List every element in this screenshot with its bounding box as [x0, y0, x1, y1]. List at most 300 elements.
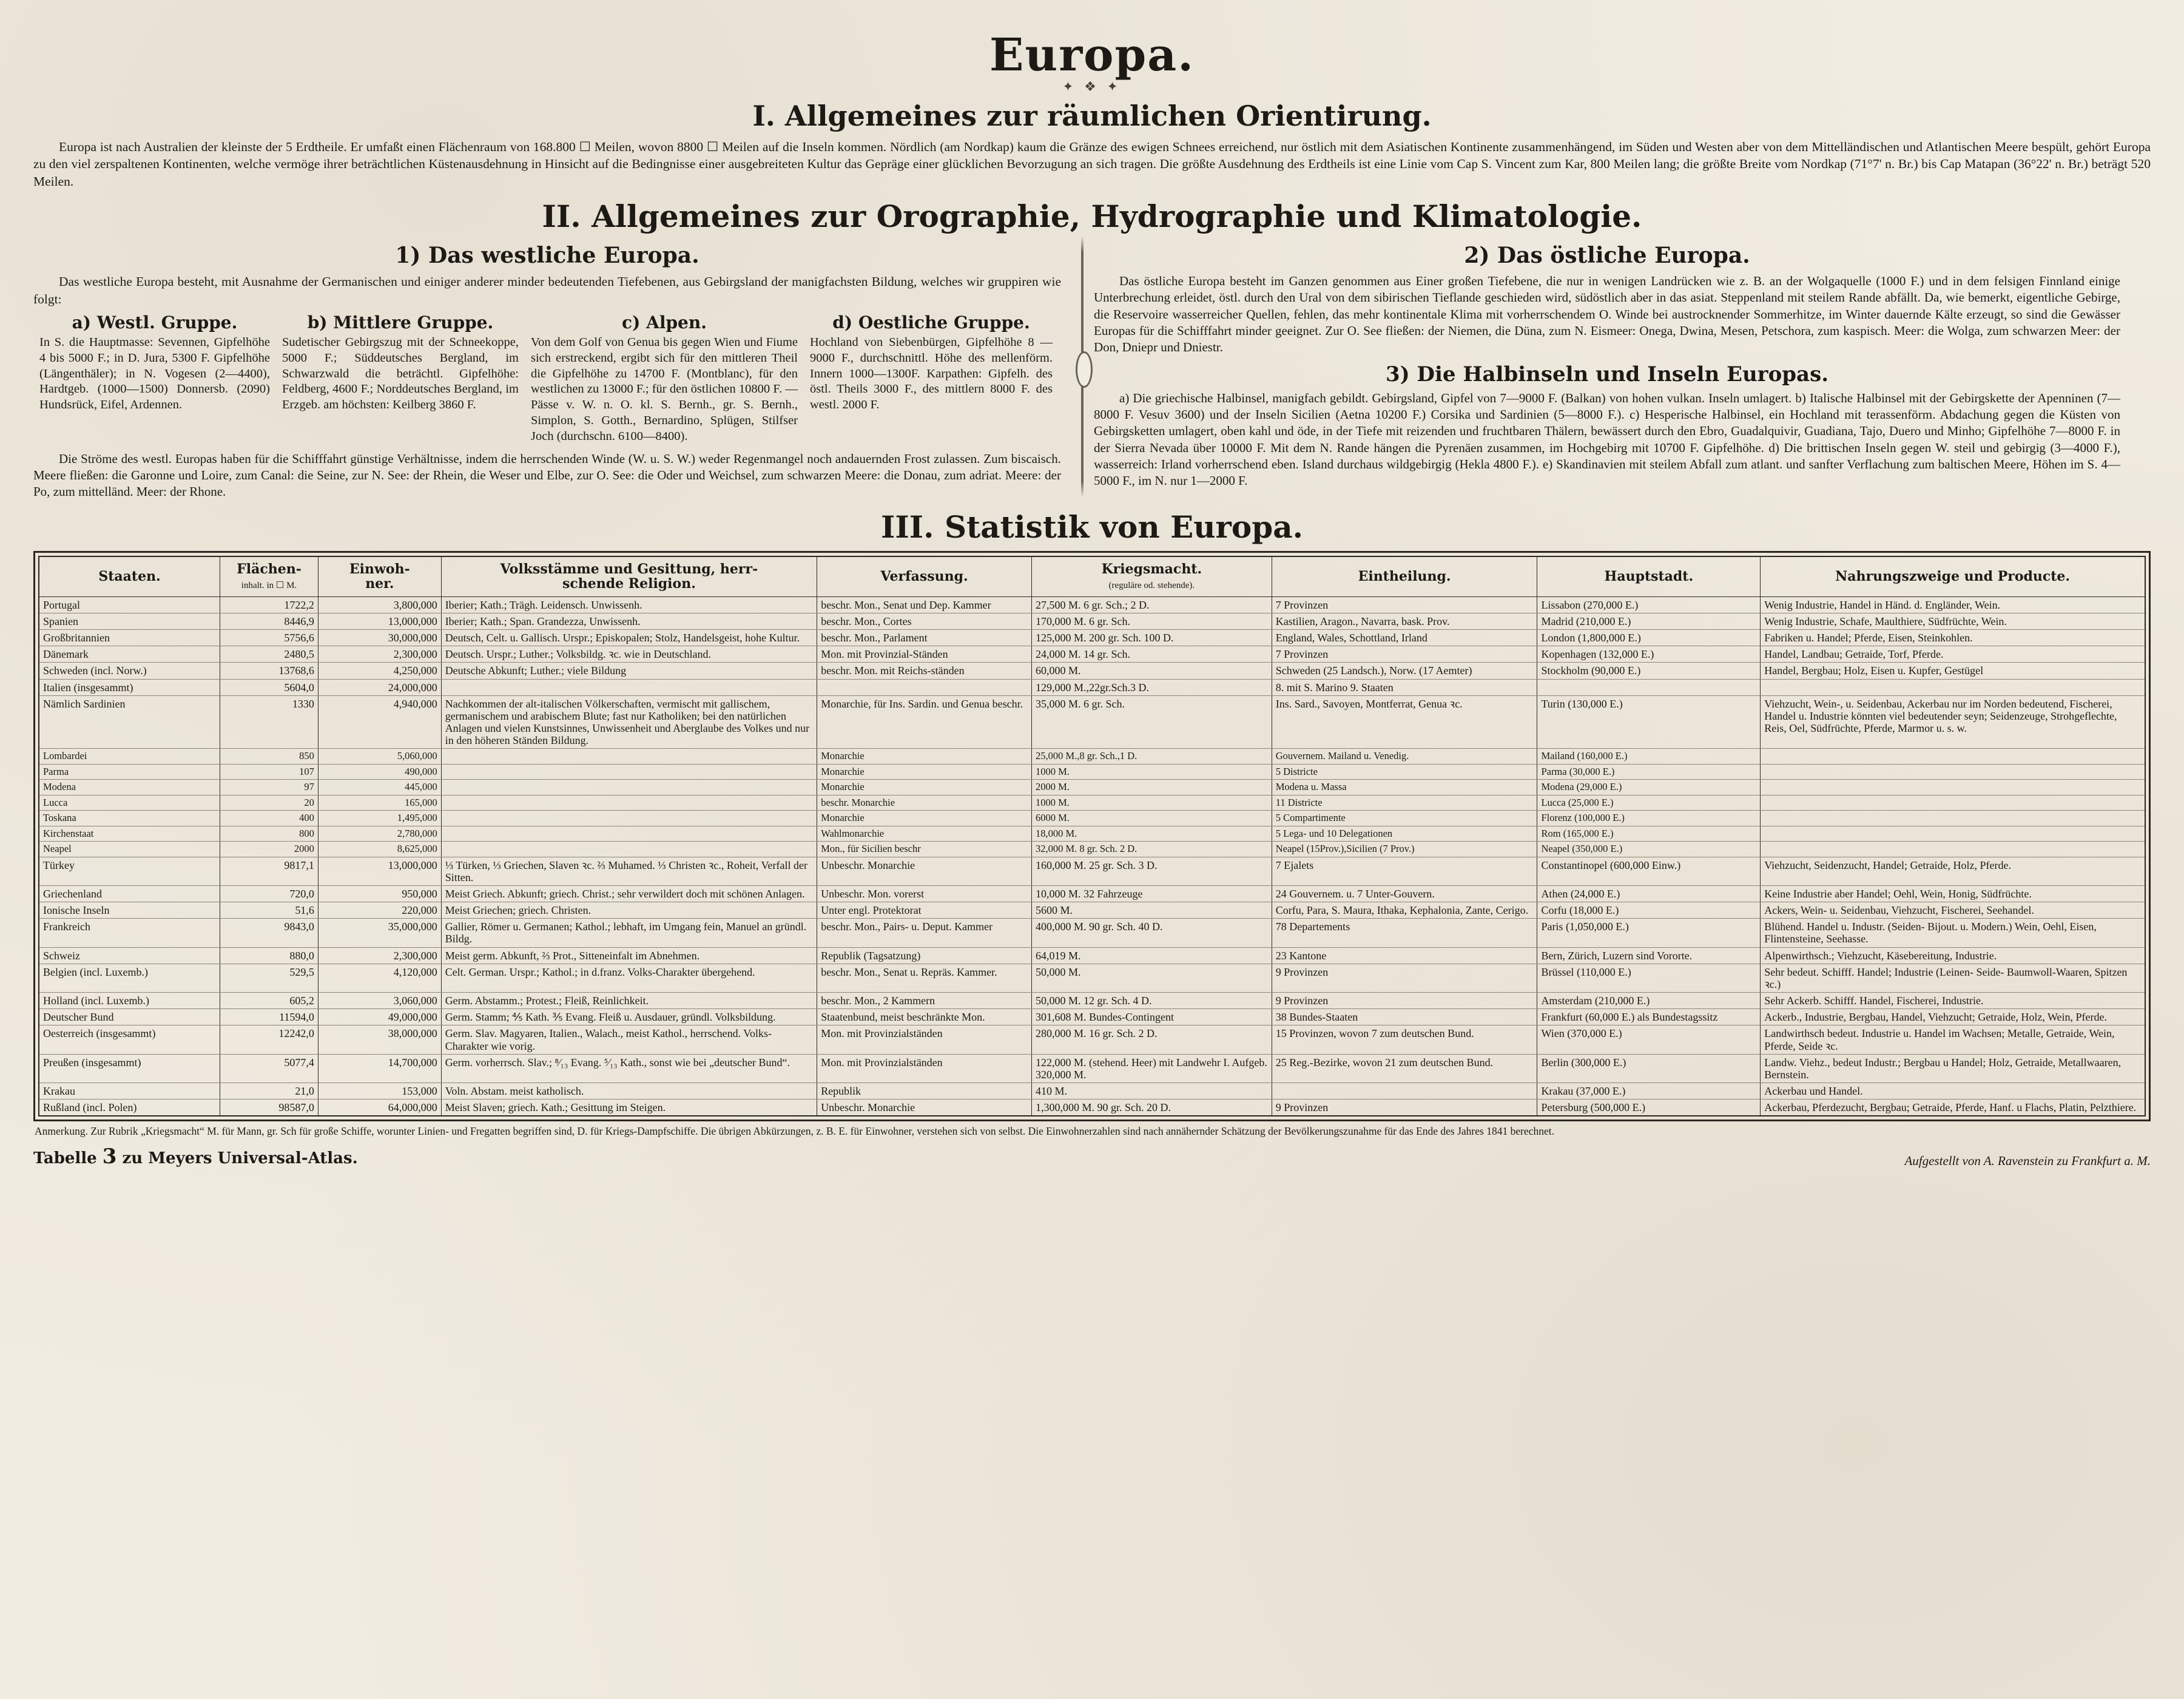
cell-division: 8. mit S. Marino 9. Staaten	[1272, 679, 1537, 695]
cell-peoples-religion: Germ. vorherrsch. Slav.; ⁸⁄₁₃ Evang. ⁵⁄₁₃ Kath., sonst wie bei „deutscher Bund“.	[441, 1054, 817, 1083]
cell-population: 4,120,000	[318, 964, 441, 992]
cell-capital: Neapel (350,000 E.)	[1537, 842, 1761, 857]
footer-atlas-text: zu Meyers Universal-Atlas.	[122, 1149, 358, 1167]
cell-area: 107	[220, 764, 318, 779]
cell-constitution: Unter engl. Protektorat	[817, 902, 1032, 919]
cell-products: Landw. Viehz., bedeut Industr.; Bergbau u Handel; Holz, Getraide, Metallwaaren, Bernstein.	[1761, 1054, 2145, 1083]
cell-population: 1,495,000	[318, 811, 441, 826]
col-flaecheninhalt: Flächen- inhalt. in ☐ M.	[220, 556, 318, 597]
cell-peoples-religion: Iberier; Kath.; Span. Grandezza, Unwissenh.	[441, 613, 817, 629]
cell-constitution: Unbeschr. Monarchie	[817, 1099, 1032, 1116]
cell-state: Großbritannien	[39, 630, 220, 646]
col-hauptstadt: Hauptstadt.	[1537, 556, 1761, 597]
page-footer	[33, 1144, 2151, 1169]
cell-area: 2480,5	[220, 646, 318, 663]
cell-division: 9 Provinzen	[1272, 993, 1537, 1009]
table-row[interactable]	[39, 811, 2145, 826]
cell-constitution: Republik (Tagsatzung)	[817, 947, 1032, 964]
cell-military: 10,000 M. 32 Fahrzeuge	[1031, 885, 1272, 902]
cell-peoples-religion	[441, 780, 817, 795]
group-d-label: d) Oestliche Gruppe.	[832, 312, 1030, 333]
cell-capital: London (1,800,000 E.)	[1537, 630, 1761, 646]
column-divider	[1081, 237, 1084, 496]
cell-military: 125,000 M. 200 gr. Sch. 100 D.	[1031, 630, 1272, 646]
group-c-label: c) Alpen.	[622, 312, 707, 333]
cell-area: 1330	[220, 695, 318, 749]
statistics-table-wrapper	[33, 551, 2151, 1122]
cell-constitution: Unbeschr. Mon. vorerst	[817, 885, 1032, 902]
cell-area: 20	[220, 795, 318, 810]
cell-state: Schweiz	[39, 947, 220, 964]
cell-state: Belgien (incl. Luxemb.)	[39, 964, 220, 992]
cell-area: 5077,4	[220, 1054, 318, 1083]
cell-state: Dänemark	[39, 646, 220, 663]
cell-military: 129,000 M.,22gr.Sch.3 D.	[1031, 679, 1272, 695]
cell-capital: Lucca (25,000 E.)	[1537, 795, 1761, 810]
cell-peoples-religion: Deutsche Abkunft; Luther.; viele Bildung	[441, 663, 817, 679]
cell-military: 50,000 M. 12 gr. Sch. 4 D.	[1031, 993, 1272, 1009]
cell-state: Portugal	[39, 596, 220, 613]
cell-population: 165,000	[318, 795, 441, 810]
cell-products: Sehr Ackerb. Schifff. Handel, Fischerei, Industrie.	[1761, 993, 2145, 1009]
cell-population: 2,780,000	[318, 826, 441, 841]
table-row[interactable]	[39, 857, 2145, 885]
cell-constitution: Mon., für Sicilien beschr	[817, 842, 1032, 857]
table-row[interactable]	[39, 902, 2145, 919]
cell-state: Modena	[39, 780, 220, 795]
col-staaten: Staaten.	[39, 556, 220, 597]
cell-population: 4,250,000	[318, 663, 441, 679]
cell-population: 35,000,000	[318, 919, 441, 947]
cell-population: 4,940,000	[318, 695, 441, 749]
cell-products: Ackerbau, Pferdezucht, Bergbau; Getraide, Pferde, Hanf. u Flachs, Platin, Pelzthiere.	[1761, 1099, 2145, 1116]
cell-population: 64,000,000	[318, 1099, 441, 1116]
cell-constitution: Monarchie	[817, 811, 1032, 826]
cell-population: 30,000,000	[318, 630, 441, 646]
group-a-text: In S. die Hauptmasse: Sevennen, Gipfelhöhe 4 bis 5000 F.; in D. Jura, 5300 F. Gipfelhöhe (Längenthäler); in N. Vogesen (2—4400), Hardtgeb. (1000—1500) Donnersb. (2090) Hundsrück, Eifel, Ardennen.	[39, 335, 270, 412]
cell-division: 5 Lega- und 10 Delegationen	[1272, 826, 1537, 841]
table-row[interactable]	[39, 1099, 2145, 1116]
cell-military: 170,000 M. 6 gr. Sch.	[1031, 613, 1272, 629]
cell-state: Kirchenstaat	[39, 826, 220, 841]
cell-products: Viehzucht, Seidenzucht, Handel; Getraide, Holz, Pferde.	[1761, 857, 2145, 885]
section-1-heading: I. Allgemeines zur räumlichen Orientirung.	[752, 100, 1432, 132]
cell-peoples-religion: Germ. Stamm; ⅘ Kath. ⅗ Evang. Fleiß u. Ausdauer, gründl. Volksbildung.	[441, 1009, 817, 1025]
cell-population: 8,625,000	[318, 842, 441, 857]
cell-state: Rußland (incl. Polen)	[39, 1099, 220, 1116]
cell-division: Schweden (25 Landsch.), Norw. (17 Aemter)	[1272, 663, 1537, 679]
col-verfassung: Verfassung.	[817, 556, 1032, 597]
table-row[interactable]	[39, 780, 2145, 795]
cell-products	[1761, 764, 2145, 779]
cell-state: Griechenland	[39, 885, 220, 902]
cell-population: 950,000	[318, 885, 441, 902]
table-row[interactable]	[39, 885, 2145, 902]
cell-capital: Berlin (300,000 E.)	[1537, 1054, 1761, 1083]
cell-peoples-religion	[441, 795, 817, 810]
cell-capital: Turin (130,000 E.)	[1537, 695, 1761, 749]
cell-constitution: Mon. mit Provinzialständen	[817, 1025, 1032, 1054]
cell-products	[1761, 679, 2145, 695]
table-row[interactable]	[39, 964, 2145, 992]
west-groups	[33, 312, 1061, 445]
cell-military: 301,608 M. Bundes-Contingent	[1031, 1009, 1272, 1025]
cell-state: Spanien	[39, 613, 220, 629]
cell-population: 153,000	[318, 1083, 441, 1099]
cell-division: 23 Kantone	[1272, 947, 1537, 964]
group-c	[525, 312, 804, 445]
cell-population: 3,060,000	[318, 993, 441, 1009]
cell-capital: Rom (165,000 E.)	[1537, 826, 1761, 841]
table-row[interactable]	[39, 1009, 2145, 1025]
col-einwohner: Einwoh- ner.	[318, 556, 441, 597]
cell-products	[1761, 811, 2145, 826]
cell-military: 1,300,000 M. 90 gr. Sch. 20 D.	[1031, 1099, 1272, 1116]
table-row[interactable]	[39, 842, 2145, 857]
cell-products: Handel, Bergbau; Holz, Eisen u. Kupfer, Gestügel	[1761, 663, 2145, 679]
group-a	[33, 312, 276, 445]
cell-military: 6000 M.	[1031, 811, 1272, 826]
cell-peoples-religion: Meist Griech. Abkunft; griech. Christ.; sehr verwildert doch mit schönen Anlagen.	[441, 885, 817, 902]
cell-area: 12242,0	[220, 1025, 318, 1054]
cell-military: 410 M.	[1031, 1083, 1272, 1099]
cell-state: Deutscher Bund	[39, 1009, 220, 1025]
cell-state: Neapel	[39, 842, 220, 857]
cell-area: 880,0	[220, 947, 318, 964]
cell-peoples-religion: Germ. Abstamm.; Protest.; Fleiß, Reinlichkeit.	[441, 993, 817, 1009]
cell-products: Keine Industrie aber Handel; Oehl, Wein, Honig, Südfrüchte.	[1761, 885, 2145, 902]
cell-constitution: Unbeschr. Monarchie	[817, 857, 1032, 885]
group-a-label: a) Westl. Gruppe.	[72, 312, 238, 333]
table-row[interactable]	[39, 613, 2145, 629]
cell-products: Ackerbau und Handel.	[1761, 1083, 2145, 1099]
cell-area: 13768,6	[220, 663, 318, 679]
cell-constitution: beschr. Mon., Senat u. Repräs. Kammer.	[817, 964, 1032, 992]
cell-products: Blühend. Handel u. Industr. (Seiden- Bijout. u. Modern.) Wein, Oehl, Eisen, Flintensteine, Seehasse.	[1761, 919, 2145, 947]
cell-peoples-religion: Celt. German. Urspr.; Kathol.; in d.franz. Volks-Charakter übergehend.	[441, 964, 817, 992]
cell-products: Fabriken u. Handel; Pferde, Eisen, Steinkohlen.	[1761, 630, 2145, 646]
footer-table-word: Tabelle	[33, 1149, 97, 1167]
cell-area: 98587,0	[220, 1099, 318, 1116]
cell-area: 97	[220, 780, 318, 795]
cell-constitution: beschr. Mon., 2 Kammern	[817, 993, 1032, 1009]
cell-area: 51,6	[220, 902, 318, 919]
table-row[interactable]	[39, 596, 2145, 613]
cell-products: Viehzucht, Wein-, u. Seidenbau, Ackerbau nur im Norden bedeutend, Fischerei, Handel u. Industrie könnten viel bedeutender seyn; Seidenzeuge, Strohgeflechte, Reis, Oel, Südfrüchte, Pferde, Marmor u. s. w.	[1761, 695, 2145, 749]
cell-constitution: Monarchie	[817, 764, 1032, 779]
cell-division: 7 Provinzen	[1272, 596, 1537, 613]
cell-capital: Mailand (160,000 E.)	[1537, 749, 1761, 764]
cell-capital: Paris (1,050,000 E.)	[1537, 919, 1761, 947]
cell-military: 2000 M.	[1031, 780, 1272, 795]
cell-military: 18,000 M.	[1031, 826, 1272, 841]
cell-division: 5 Compartimente	[1272, 811, 1537, 826]
cell-constitution: Wahlmonarchie	[817, 826, 1032, 841]
section-1-paragraph: Europa ist nach Australien der kleinste der 5 Erdtheile. Er umfaßt einen Flächenraum von 168.800 ☐ Meilen, wovon 8800 ☐ Meilen auf die Inseln kommen. Nördlich (am Nordkap) kaum die Gränze des ewigen Schnees erreichend, nur östlich mit dem Asiatischen Kontinente zusammenhängend, im Süden und Westen aber von dem Mittelländischen und Atlantischen Meere bespült, gehört Europa zu den viel zerspaltenen Kontinenten, welche vermöge ihrer beträchtlichen Küstenausdehnung in Hinsicht auf die Bedingnisse einer ausgebreiteten Kultur das Gepräge einer glücklichen Bevorzugung an sich tragen. Die größte Ausdehnung des Erdtheils ist eine Linie vom Cap S. Vincent zum Kar, 800 Meilen lang; die größte Breite vom Nordkap (71°7' n. Br.) bis Cap Matapan (36°22' n. Br.) beträgt 520 Meilen.	[33, 140, 2151, 189]
cell-capital: Frankfurt (60,000 E.) als Bundestagssitz	[1537, 1009, 1761, 1025]
cell-products: Landwirthsch bedeut. Industrie u. Handel im Wachsen; Metalle, Getraide, Wein, Pferde, Seide ꝛc.	[1761, 1025, 2145, 1054]
table-row[interactable]	[39, 947, 2145, 964]
cell-population: 38,000,000	[318, 1025, 441, 1054]
table-row[interactable]	[39, 826, 2145, 841]
two-column-body	[33, 240, 2151, 500]
table-row[interactable]	[39, 695, 2145, 749]
cell-area: 720,0	[220, 885, 318, 902]
page-title: Europa.	[989, 29, 1195, 81]
cell-constitution: Staatenbund, meist beschränkte Mon.	[817, 1009, 1032, 1025]
cell-state: Krakau	[39, 1083, 220, 1099]
cell-peoples-religion: Deutsch, Celt. u. Gallisch. Urspr.; Episkopalen; Stolz, Handelsgeist, hohe Kultur.	[441, 630, 817, 646]
cell-peoples-religion	[441, 826, 817, 841]
cell-state: Nämlich Sardinien	[39, 695, 220, 749]
cell-products	[1761, 780, 2145, 795]
cell-products	[1761, 749, 2145, 764]
cell-area: 1722,2	[220, 596, 318, 613]
cell-products	[1761, 826, 2145, 841]
cell-military: 24,000 M. 14 gr. Sch.	[1031, 646, 1272, 663]
cell-capital: Athen (24,000 E.)	[1537, 885, 1761, 902]
cell-area: 8446,9	[220, 613, 318, 629]
footer-right: Aufgestellt von A. Ravenstein zu Frankfurt a. M.	[1904, 1153, 2151, 1168]
cell-population: 5,060,000	[318, 749, 441, 764]
cell-area: 5756,6	[220, 630, 318, 646]
cell-military: 5600 M.	[1031, 902, 1272, 919]
cell-constitution: Monarchie, für Ins. Sardin. und Genua beschr.	[817, 695, 1032, 749]
cell-military: 27,500 M. 6 gr. Sch.; 2 D.	[1031, 596, 1272, 613]
cell-peoples-religion: Germ. Slav. Magyaren, Italien., Walach., meist Kathol., herrschend. Volks-Charakter wie vorig.	[441, 1025, 817, 1054]
cell-products: Sehr bedeut. Schifff. Handel; Industrie (Leinen- Seide- Baumwoll-Waaren, Spitzen ꝛc.)	[1761, 964, 2145, 992]
cell-peoples-religion	[441, 749, 817, 764]
cell-constitution: Monarchie	[817, 780, 1032, 795]
cell-capital: Corfu (18,000 E.)	[1537, 902, 1761, 919]
cell-state: Italien (insgesammt)	[39, 679, 220, 695]
cell-capital: Petersburg (500,000 E.)	[1537, 1099, 1761, 1116]
table-body	[39, 596, 2145, 1116]
cell-area: 5604,0	[220, 679, 318, 695]
cell-constitution: beschr. Mon., Parlament	[817, 630, 1032, 646]
cell-peoples-religion	[441, 764, 817, 779]
cell-military: 1000 M.	[1031, 764, 1272, 779]
cell-population: 14,700,000	[318, 1054, 441, 1083]
cell-division: 5 Districte	[1272, 764, 1537, 779]
group-c-text: Von dem Golf von Genua bis gegen Wien und Fiume sich erstreckend, ergibt sich für den mittleren Theil die Gipfelhöhe zu 14700 F. (Montblanc), für den westlichen zu 13000 F.; für den östlichen 10800 F. — Pässe v. W. n. O. kl. S. Bernh., gr. S. Bernh., Simplon, S. Gotth., Bernardino, Splügen, Stilfser Joch (durchschn. 6100—8400).	[531, 335, 798, 443]
cell-area: 9843,0	[220, 919, 318, 947]
table-head	[39, 556, 2145, 597]
group-b-text: Sudetischer Gebirgszug mit der Schneekoppe, 5000 F.; Süddeutsches Bergland, im Schwarzwald die beträchtl. Gipfelhöhe: Feldberg, 4600 F.; Norddeutsches Bergland, im Erzgeb. am höchsten: Keilberg 3860 F.	[282, 335, 519, 412]
peninsulas-text: a) Die griechische Halbinsel, manigfach gebildt. Gebirgsland, Gipfel von 7—9000 F. (Balkan) von hohen vulkan. Inseln umlagert. b) Italische Halbinsel mit der Gebirgskette der Apenninen (7—8000 F. Vesuv 3600) und der Inseln Sicilien (Aetna 10200 F.) Corsika und Sardinien (5—8000 F.). c) Hesperische Halbinsel, ein Hochland mit terassenförm. Abdachung gegen die Küsten von Gebirgsketten umlagert, oben kahl und öde, in der Tiefe mit reizenden und fruchtbaren Thälern, bewässert durch den Ebro, Guadalquivir, Guadiana, Tajo, Duero und Minho; Gipfelhöhe 7—8000 F. in der Sierra Nevada über 10000 F. Mit dem N. Rande hängen die Pyrenäen zusammen, im Hochgebirg mit 10700 F. Gipfelhöhe. d) Die brittischen Inseln gegen W. steil und gebirgig (3—4000 F.), wasserreich: Irland vorherrschend eben. Island durchaus wildgebirgig (Hekla 4800 F.). e) Skandinavien mit steilem Abfall zum atlant. und sanfter Verflachung zum baltischen Meere, Höhen im S. 4—5000 F., im N. nur 1—2000 F.	[1094, 390, 2120, 488]
cell-population: 3,800,000	[318, 596, 441, 613]
cell-products: Ackerb., Industrie, Bergbau, Handel, Viehzucht; Getraide, Holz, Wein, Pferde.	[1761, 1009, 2145, 1025]
col-volksstaemme: Volksstämme und Gesittung, herr- schende Religion.	[441, 556, 817, 597]
cell-division: 38 Bundes-Staaten	[1272, 1009, 1537, 1025]
east-heading: 2) Das östliche Europa.	[1464, 243, 1750, 269]
cell-military: 25,000 M.,8 gr. Sch.,1 D.	[1031, 749, 1272, 764]
cell-constitution: Monarchie	[817, 749, 1032, 764]
cell-products: Handel, Landbau; Getraide, Torf, Pferde.	[1761, 646, 2145, 663]
column-west	[33, 240, 1077, 500]
cell-population: 2,300,000	[318, 947, 441, 964]
cell-area: 529,5	[220, 964, 318, 992]
table-row[interactable]	[39, 663, 2145, 679]
cell-military: 32,000 M. 8 gr. Sch. 2 D.	[1031, 842, 1272, 857]
cell-state: Holland (incl. Luxemb.)	[39, 993, 220, 1009]
cell-population: 2,300,000	[318, 646, 441, 663]
cell-population: 445,000	[318, 780, 441, 795]
cell-division: 7 Ejalets	[1272, 857, 1537, 885]
cell-division: 11 Districte	[1272, 795, 1537, 810]
cell-products	[1761, 795, 2145, 810]
cell-state: Lucca	[39, 795, 220, 810]
cell-capital: Madrid (210,000 E.)	[1537, 613, 1761, 629]
cell-population: 220,000	[318, 902, 441, 919]
cell-military: 122,000 M. (stehend. Heer) mit Landwehr I. Aufgeb. 320,000 M.	[1031, 1054, 1272, 1083]
cell-capital	[1537, 679, 1761, 695]
cell-peoples-religion: Iberier; Kath.; Trägh. Leidensch. Unwissenh.	[441, 596, 817, 613]
cell-constitution: Republik	[817, 1083, 1032, 1099]
cell-division: 78 Departements	[1272, 919, 1537, 947]
cell-capital: Kopenhagen (132,000 E.)	[1537, 646, 1761, 663]
cell-capital: Lissabon (270,000 E.)	[1537, 596, 1761, 613]
east-intro: Das östliche Europa besteht im Ganzen genommen aus Einer großen Tiefebene, die nur in wenigen Landrücken wie z. B. an der Wolgaquelle (1000 F.) und in dem felsigen Finnland einige Unterbrechung erleidet, östl. durch den Ural von dem sibirischen Tieflande geschieden wird, südöstlich aber in das asiat. Steppenland mit steilem Rande abfällt. Da, wie bemerkt, eigentliche Gebirge, die Reservoire wasserreicher Quellen, fehlen, das mehr kontinentale Klima mit vorherrschendem O. Winde bei austrocknender Sommerhitze, im Winter dauernde Kälte erzeugt, so sind die Gewässer Europas für die Schifffahrt minder geeignet. Zur O. See fließen: der Niemen, die Düna, zum N. Eismeer: Onega, Dwina, Mesen, Petschora, zum kaspisch. Meer: die Wolga, zum schwarzen Meer: der Don, Dniepr und Dniestr.	[1094, 274, 2120, 355]
cell-constitution: beschr. Mon., Pairs- u. Deput. Kammer	[817, 919, 1032, 947]
statistics-table	[38, 556, 2146, 1117]
cell-peoples-religion: Voln. Abstam. meist katholisch.	[441, 1083, 817, 1099]
cell-capital: Krakau (37,000 E.)	[1537, 1083, 1761, 1099]
col-produkte: Nahrungszweige und Producte.	[1761, 556, 2145, 597]
table-row[interactable]	[39, 919, 2145, 947]
cell-population: 24,000,000	[318, 679, 441, 695]
cell-peoples-religion	[441, 679, 817, 695]
cell-division: 15 Provinzen, wovon 7 zum deutschen Bund.	[1272, 1025, 1537, 1054]
cell-capital: Parma (30,000 E.)	[1537, 764, 1761, 779]
cell-area: 9817,1	[220, 857, 318, 885]
west-heading: 1) Das westliche Europa.	[395, 243, 699, 269]
cell-state: Frankreich	[39, 919, 220, 947]
cell-peoples-religion: Gallier, Römer u. Germanen; Kathol.; lebhaft, im Umgang fein, Manuel an gründl. Bildg.	[441, 919, 817, 947]
cell-division: 24 Gouvernem. u. 7 Unter-Gouvern.	[1272, 885, 1537, 902]
cell-capital: Amsterdam (210,000 E.)	[1537, 993, 1761, 1009]
cell-division: Corfu, Para, S. Maura, Ithaka, Kephalonia, Zante, Cerigo.	[1272, 902, 1537, 919]
cell-constitution: Mon. mit Provinzial-Ständen	[817, 646, 1032, 663]
cell-products: Wenig Industrie, Handel in Händ. d. Engländer, Wein.	[1761, 596, 2145, 613]
group-d-text: Hochland von Siebenbürgen, Gipfelhöhe 8 — 9000 F., durchschnittl. Höhe des mellenförm. Innern 1000—1300F. Karpathen: Gipfelh. des östl. Theils 3000 F., des mittlern 8000 F. des westl. 2000 F.	[810, 335, 1053, 412]
cell-peoples-religion: Deutsch. Urspr.; Luther.; Volksbildg. ꝛc. wie in Deutschland.	[441, 646, 817, 663]
cell-division: England, Wales, Schottland, Irland	[1272, 630, 1537, 646]
cell-constitution: beschr. Monarchie	[817, 795, 1032, 810]
cell-military: 160,000 M. 25 gr. Sch. 3 D.	[1031, 857, 1272, 885]
cell-capital: Wien (370,000 E.)	[1537, 1025, 1761, 1054]
cell-area: 800	[220, 826, 318, 841]
cell-area: 11594,0	[220, 1009, 318, 1025]
cell-capital: Modena (29,000 E.)	[1537, 780, 1761, 795]
cell-peoples-religion: Meist germ. Abkunft, ⅔ Prot., Sitteneinfalt im Abnehmen.	[441, 947, 817, 964]
cell-division: Ins. Sard., Savoyen, Montferrat, Genua ꝛc.	[1272, 695, 1537, 749]
cell-products: Ackers, Wein- u. Seidenbau, Viehzucht, Fischerei, Seehandel.	[1761, 902, 2145, 919]
table-row[interactable]	[39, 679, 2145, 695]
col-eintheilung: Eintheilung.	[1272, 556, 1537, 597]
cell-area: 850	[220, 749, 318, 764]
group-b	[276, 312, 525, 445]
table-row[interactable]	[39, 630, 2145, 646]
cell-population: 490,000	[318, 764, 441, 779]
cell-constitution	[817, 679, 1032, 695]
cell-state: Lombardei	[39, 749, 220, 764]
group-b-label: b) Mittlere Gruppe.	[307, 312, 494, 333]
cell-military: 1000 M.	[1031, 795, 1272, 810]
table-row[interactable]	[39, 646, 2145, 663]
cell-peoples-religion	[441, 842, 817, 857]
section-3-heading: III. Statistik von Europa.	[880, 508, 1304, 545]
table-row[interactable]	[39, 764, 2145, 779]
section-2-heading: II. Allgemeines zur Orographie, Hydrographie und Klimatologie.	[542, 198, 1642, 235]
cell-area: 605,2	[220, 993, 318, 1009]
cell-peoples-religion: ⅓ Türken, ⅓ Griechen, Slaven ꝛc. ⅔ Muhamed. ⅓ Christen ꝛc., Roheit, Verfall der Sitten.	[441, 857, 817, 885]
table-row[interactable]	[39, 1083, 2145, 1099]
cell-peoples-religion: Meist Griechen; griech. Christen.	[441, 902, 817, 919]
cell-division: Modena u. Massa	[1272, 780, 1537, 795]
cell-constitution: beschr. Mon., Senat und Dep. Kammer	[817, 596, 1032, 613]
table-row[interactable]	[39, 993, 2145, 1009]
cell-capital: Bern, Zürich, Luzern sind Vororte.	[1537, 947, 1761, 964]
cell-military: 50,000 M.	[1031, 964, 1272, 992]
footer-left	[33, 1144, 358, 1169]
cell-state: Türkey	[39, 857, 220, 885]
table-row[interactable]	[39, 1025, 2145, 1054]
cell-capital: Florenz (100,000 E.)	[1537, 811, 1761, 826]
west-rivers: Die Ströme des westl. Europas haben für die Schifffahrt günstige Verhältnisse, indem die herrschenden Winde (W. u. S. W.) weder Regenmangel noch andauernden Frost zulassen. Zum biscaisch. Meere fließen: die Garonne und Loire, zum Canal: die Seine, zur N. See: der Rhein, die Weser und Elbe, zur O. See: die Oder und Weichsel, zum schwarzen Meere: die Donau, zum adriat. Meere: der Po, zum mittelländ. Meer: der Rhone.	[33, 451, 1061, 499]
cell-peoples-religion: Nachkommen der alt-italischen Völkerschaften, vermischt mit gallischem, germanischem und arabischem Blute; fast nur Katholiken; bei den natürlichen Anlagen und vielen Kunstsinnes, Unwissenheit und Aberglaube des Volkes und nur in den höheren Ständen Bildung.	[441, 695, 817, 749]
cell-capital: Brüssel (110,000 E.)	[1537, 964, 1761, 992]
ornament-divider: ✦ ❖ ✦	[1062, 79, 1122, 94]
cell-division: 9 Provinzen	[1272, 964, 1537, 992]
peninsulas-heading: 3) Die Halbinseln und Inseln Europas.	[1385, 362, 1829, 387]
cell-population: 13,000,000	[318, 613, 441, 629]
cell-military: 64,019 M.	[1031, 947, 1272, 964]
cell-state: Parma	[39, 764, 220, 779]
cell-capital: Stockholm (90,000 E.)	[1537, 663, 1761, 679]
table-note: Anmerkung. Zur Rubrik „Kriegsmacht“ M. für Mann, gr. Sch für große Schiffe, worunter Linien- und Fregatten begriffen sind, D. für Kriegs-Dampfschiffe. Die übrigen Abkürzungen, z. B. E. für Einwohner, verstehen sich von selbst. Die Einwohnerzahlen sind nach annähernder Schätzung der Bevölkerungszunahme für das Ende des Jahres 1841 berechnet.	[35, 1125, 1554, 1138]
cell-division: Kastilien, Aragon., Navarra, bask. Prov.	[1272, 613, 1537, 629]
cell-division: Neapel (15Prov.),Sicilien (7 Prov.)	[1272, 842, 1537, 857]
cell-military: 280,000 M. 16 gr. Sch. 2 D.	[1031, 1025, 1272, 1054]
cell-division: 9 Provinzen	[1272, 1099, 1537, 1116]
cell-population: 49,000,000	[318, 1009, 441, 1025]
cell-division: 7 Provinzen	[1272, 646, 1537, 663]
cell-products	[1761, 842, 2145, 857]
cell-population: 13,000,000	[318, 857, 441, 885]
cell-area: 400	[220, 811, 318, 826]
cell-military: 400,000 M. 90 gr. Sch. 40 D.	[1031, 919, 1272, 947]
cell-division: Gouvernem. Mailand u. Venedig.	[1272, 749, 1537, 764]
column-east	[1077, 240, 2120, 500]
cell-state: Ionische Inseln	[39, 902, 220, 919]
cell-products: Alpenwirthsch.; Viehzucht, Käsebereitung, Industrie.	[1761, 947, 2145, 964]
cell-state: Preußen (insgesammt)	[39, 1054, 220, 1083]
cell-constitution: beschr. Mon. mit Reichs-ständen	[817, 663, 1032, 679]
cell-state: Oesterreich (insgesammt)	[39, 1025, 220, 1054]
cell-division	[1272, 1083, 1537, 1099]
table-row[interactable]	[39, 795, 2145, 810]
cell-peoples-religion: Meist Slaven; griech. Kath.; Gesittung im Steigen.	[441, 1099, 817, 1116]
cell-state: Schweden (incl. Norw.)	[39, 663, 220, 679]
cell-division: 25 Reg.-Bezirke, wovon 21 zum deutschen Bund.	[1272, 1054, 1537, 1083]
west-intro: Das westliche Europa besteht, mit Ausnahme der Germanischen und einiger anderer minder bedeutenden Tiefebenen, aus Gebirgsland der manigfachsten Bildung, welches wir gruppiren wie folgt:	[33, 274, 1061, 306]
group-d	[804, 312, 1059, 445]
cell-capital: Constantinopel (600,000 Einw.)	[1537, 857, 1761, 885]
cell-constitution: Mon. mit Provinzialständen	[817, 1054, 1032, 1083]
table-row[interactable]	[39, 1054, 2145, 1083]
table-row[interactable]	[39, 749, 2145, 764]
